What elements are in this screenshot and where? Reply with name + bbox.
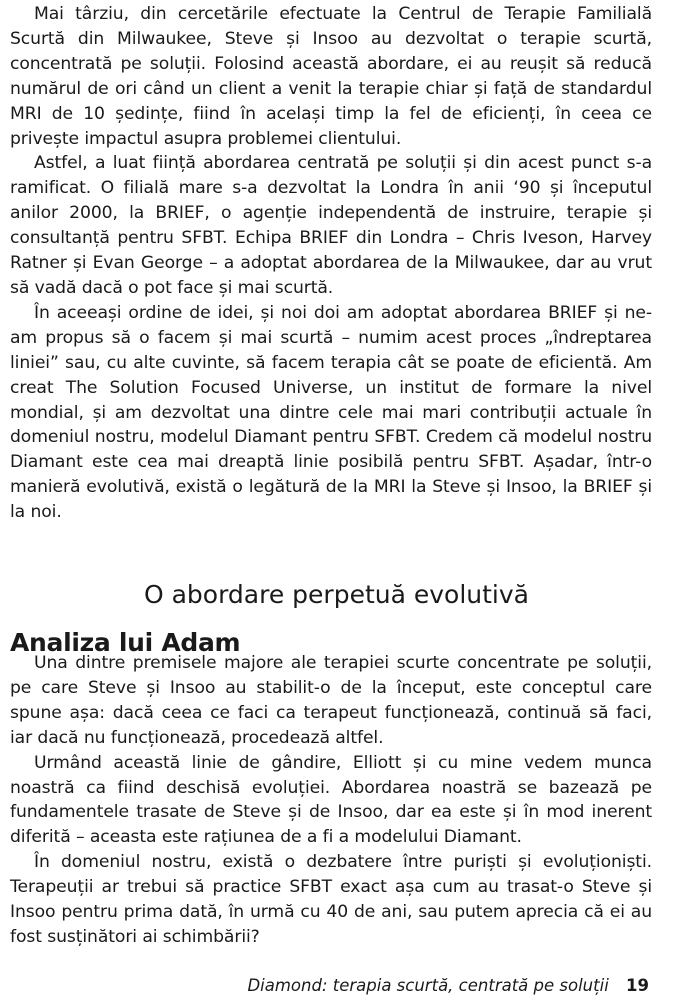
page-number: 19 (626, 976, 649, 995)
paragraph: În domeniul nostru, există o dezbatere între puriști și evoluționiști. Terapeuții ar trebui să practice SFBT exact așa cum au trasat-o Steve și Insoo pentru prima dată, în urmă cu 40 de ani, sau putem aprecia că ei au fost susținători ai schimbării? (10, 852, 652, 947)
body-text-top (10, 2, 652, 525)
paragraph: Astfel, a luat ființă abordarea centrată pe soluții și din acest punct s-a ramificat. O filială mare s-a dezvoltat la Londra în anii ‘90 și începutul anilor 2000, la BRIEF, o agenție independentă de instruire, terapie și consultanță pentru SFBT. Echipa BRIEF din Londra – Chris Iveson, Harvey Ratner și Evan George – a adoptat abordarea de la Milwaukee, dar au vrut să vadă dacă o pot face și mai scurtă. (10, 153, 652, 298)
subsection-title: Analiza lui Adam (10, 628, 241, 657)
paragraph: În aceeași ordine de idei, și noi doi am adoptat abordarea BRIEF și ne-am propus să o facem și mai scurtă – numim acest proces „îndreptarea liniei” sau, cu alte cuvinte, să facem terapia cât se poate de eficientă. Am creat The Solution Focused Universe, un institut de formare la nivel mondial, și am dezvoltat una dintre cele mai mari contribuții actuale în domeniul nostru, modelul Diamant pentru SFBT. Credem că modelul nostru Diamant este cea mai dreaptă linie posibilă pentru SFBT. Așadar, într-o manieră evolutivă, există o legătură de la MRI la Steve și Insoo, la BRIEF și la noi. (10, 302, 652, 523)
paragraph: Urmând această linie de gândire, Elliott și cu mine vedem munca noastră ca fiind deschisă evoluției. Abordarea noastră se bazează pe fundamentele trasate de Steve și de Insoo, dar ea este și în mod inerent diferită – aceasta este rațiunea de a fi a modelului Diamant. (10, 752, 652, 848)
running-title: Diamond: terapia scurtă, centrată pe soluții (247, 976, 609, 995)
paragraph: Una dintre premisele majore ale terapiei scurte concentrate pe soluții, pe care Steve și Insoo au stabilit-o de la început, este conceptul care spune așa: dacă ceea ce faci ca terapeut funcționează, continuă să faci, iar dacă nu funcționează, procedează altfel. (10, 653, 652, 748)
page-footer (247, 975, 649, 997)
section-title: O abordare perpetuă evolutivă (143, 579, 529, 609)
paragraph: Mai târziu, din cercetările efectuate la Centrul de Terapie Familială Scurtă din Milwaukee, Steve și Insoo au dezvoltat o terapie scurtă, concentrată pe soluții. Folosind această abordare, ei au reușit să reducă numărul de ori când un client a venit la terapie chiar și față de standardul MRI de 10 ședințe, fiind în același timp la fel de eficienți, în ceea ce privește impactul asupra problemei clientului. (10, 4, 652, 149)
body-text-bottom (10, 651, 652, 950)
